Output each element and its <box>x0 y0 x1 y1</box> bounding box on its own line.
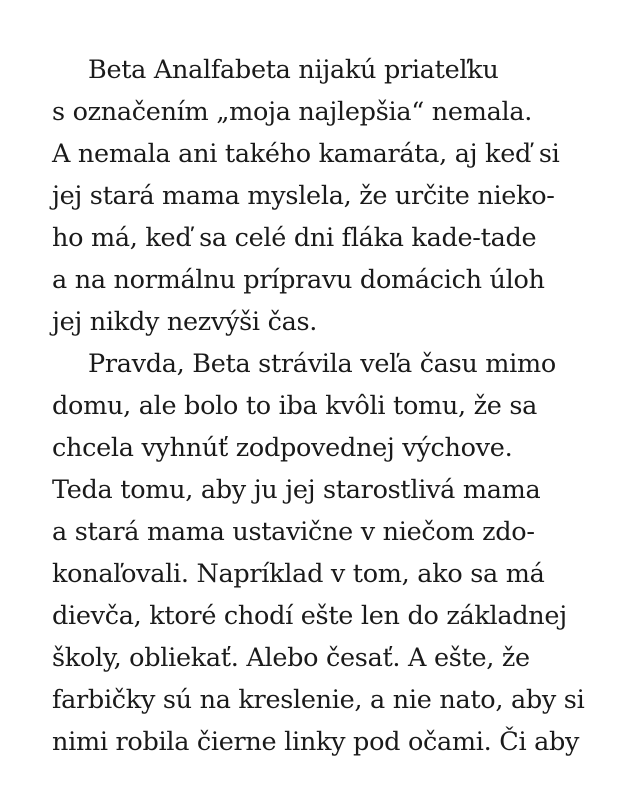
text-line: s označením „moja najlepšia“ nemala. <box>52 97 533 127</box>
text-line: dievča, ktoré chodí ešte len do základnej <box>52 601 567 631</box>
text-line: jej nikdy nezvýši čas. <box>52 307 318 337</box>
text-line: a stará mama ustavične v niečom zdo- <box>52 517 535 547</box>
text-line: Teda tomu, aby ju jej starostlivá mama <box>52 475 541 505</box>
text-line: chcela vyhnúť zodpovednej výchove. <box>52 433 513 463</box>
text-line: a na normálnu prípravu domácich úloh <box>52 265 545 295</box>
text-line: domu, ale bolo to iba kvôli tomu, že sa <box>52 391 538 421</box>
text-line: Pravda, Beta strávila veľa času mimo <box>88 349 556 379</box>
text-line: A nemala ani takého kamaráta, aj keď si <box>52 139 560 169</box>
text-line: Beta Analfabeta nijakú priateľku <box>88 55 499 85</box>
text-line: konaľovali. Napríklad v tom, ako sa má <box>52 559 545 589</box>
text-line: nimi robila čierne linky pod očami. Či aby <box>52 727 580 757</box>
text-line: farbičky sú na kreslenie, a nie nato, aby si <box>52 685 585 715</box>
text-line: jej stará mama myslela, že určite nieko- <box>52 181 555 211</box>
text-line: školy, obliekať. Alebo česať. A ešte, že <box>52 643 530 673</box>
text-line: ho má, keď sa celé dni fláka kade-tade <box>52 223 537 253</box>
